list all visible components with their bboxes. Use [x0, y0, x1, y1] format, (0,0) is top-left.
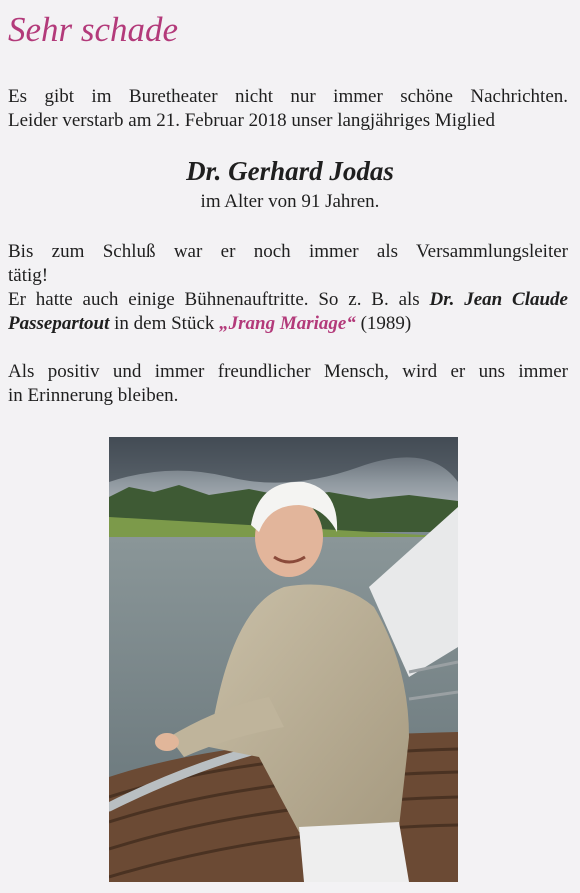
closing-paragraph — [8, 360, 568, 408]
role-line-2: tätig! — [8, 265, 49, 286]
hand — [155, 733, 179, 751]
stage-mid-text: in dem Stück — [109, 313, 220, 334]
role-paragraph — [8, 240, 568, 288]
stage-character-first: Dr. Jean Claude — [429, 289, 568, 310]
stage-paragraph — [8, 288, 568, 336]
intro-line-1: Es gibt im Buretheater nicht nur immer schöne Nachrichten. — [8, 86, 568, 107]
stage-character-last: Passepartout — [8, 313, 110, 334]
photo-illustration — [109, 437, 458, 882]
closing-line-1: Als positiv und immer freundlicher Mensch, wird er uns immer — [8, 361, 568, 382]
closing-line-2: in Erinnerung bleiben. — [8, 385, 179, 406]
intro-paragraph — [8, 85, 568, 133]
stage-year: (1989) — [355, 313, 412, 334]
stage-lead-text: Er hatte auch einige Bühnenauftritte. So z. B. als — [8, 289, 430, 310]
trousers — [299, 822, 409, 882]
person-age: im Alter von 91 Jahren. — [200, 191, 380, 212]
memorial-photo — [109, 437, 458, 882]
person-name: Dr. Gerhard Jodas — [186, 156, 394, 186]
page-title: Sehr schade — [8, 10, 179, 49]
intro-line-2: Leider verstarb am 21. Februar 2018 unser langjähriges Miglied — [8, 110, 495, 131]
stage-play-title: „Jrang Mariage“ — [219, 313, 356, 334]
role-line-1: Bis zum Schluß war er noch immer als Versammlungsleiter — [8, 241, 568, 262]
